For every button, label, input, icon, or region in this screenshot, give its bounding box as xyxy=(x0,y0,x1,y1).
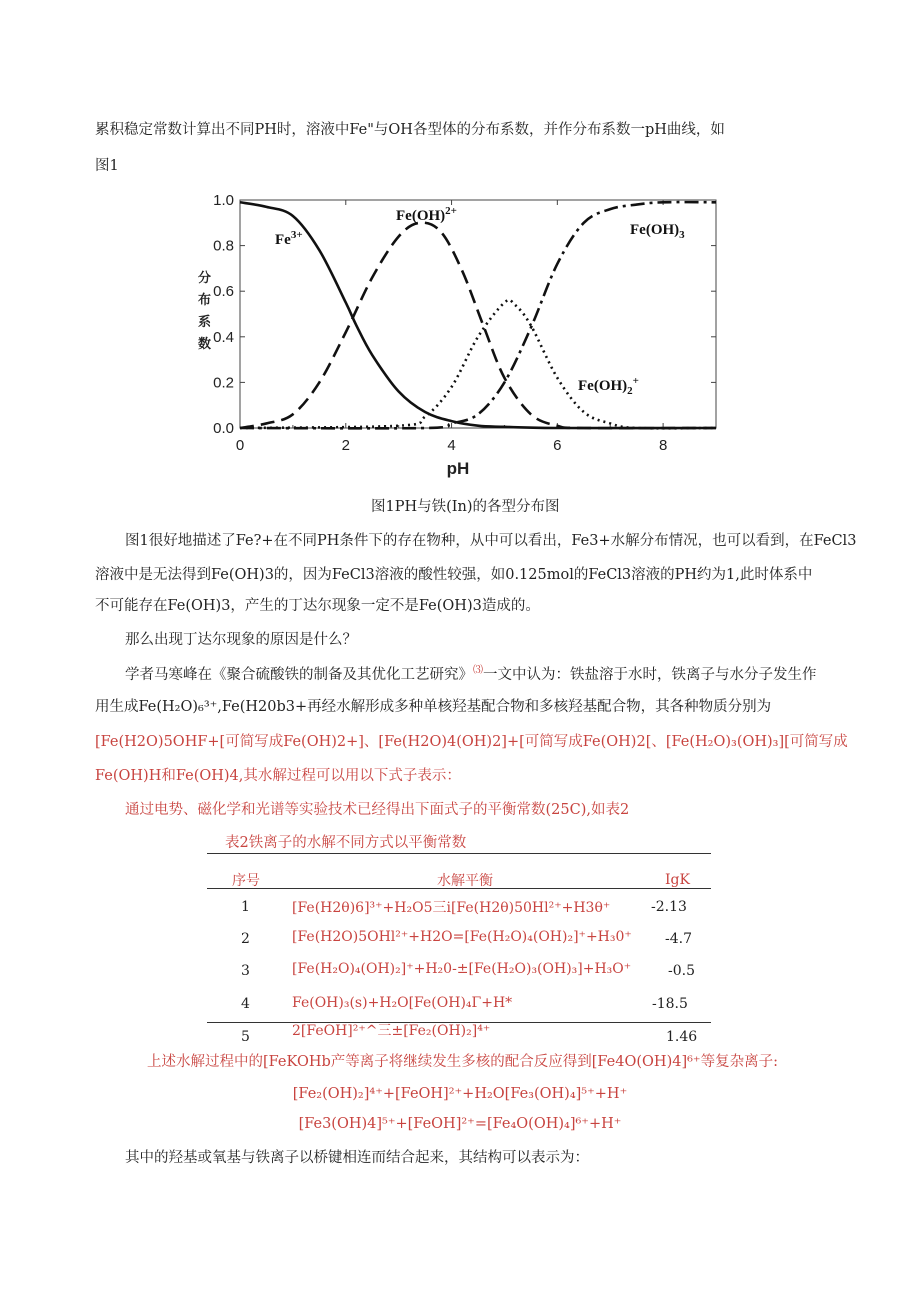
para2: 那么出现丁达尔现象的原因是什么？ xyxy=(125,632,357,648)
table-title: 表2铁离子的水解不同方式以平衡常数 xyxy=(225,835,467,851)
series-label: $Fe(OH)_3$ xyxy=(630,222,685,241)
series-line-dotted xyxy=(240,300,716,428)
row-lgk: -0.5 xyxy=(668,963,695,979)
y-axis-label-char: 布 xyxy=(198,293,212,308)
intro-line-2: 图1 xyxy=(95,158,119,174)
row-no: 2 xyxy=(241,931,250,947)
reference-mark: ⑶ xyxy=(473,665,483,676)
series-label: $Fe^{3+}$ xyxy=(275,229,303,248)
y-axis-label-char: 数 xyxy=(198,337,212,352)
para1-line-1: 图1很好地描述了Fe?+在不同PH条件下的存在物种，从中可以看出，Fe3+水解分布情况，也可以看到，在FeCl3 xyxy=(125,533,857,549)
y-axis-label-char: 系 xyxy=(198,315,212,330)
x-axis-label: pH xyxy=(446,459,470,478)
x-tick-label: 2 xyxy=(341,437,350,454)
y-tick-label: 0.4 xyxy=(213,328,234,346)
row-lgk: -4.7 xyxy=(665,931,692,947)
para3-text-b: 一文中认为：铁盐溶于水时，铁离子与水分子发生作 xyxy=(483,666,817,683)
figure-caption: 图1PH与铁(In)的各型分布图 xyxy=(371,499,560,515)
row-no: 1 xyxy=(241,899,250,915)
para3-line-4: Fe(OH)H和Fe(OH)4,其水解过程可以用以下式子表示： xyxy=(95,768,461,784)
row-no: 4 xyxy=(241,996,250,1012)
row-equation: 2[FeOH]²⁺^三±[Fe₂(OH)₂]⁴⁺ xyxy=(292,1023,491,1039)
y-tick-label: 0.2 xyxy=(213,374,234,392)
series-line-dashed xyxy=(240,223,716,429)
intro-line-1: 累积稳定常数计算出不同PH时，溶液中Fe"与OH各型体的分布系数，并作分布系数一pH曲线，如 xyxy=(95,122,725,138)
distribution-chart xyxy=(198,188,728,488)
y-tick-label: 0.0 xyxy=(213,420,234,437)
series-label: $Fe(OH)_2^+$ xyxy=(578,375,639,397)
row-equation: Fe(OH)₃(s)+H₂O[Fe(OH)₄Γ+H* xyxy=(292,995,513,1011)
para5: 上述水解过程中的[FeKOHb产等离子将继续发生多核的配合反应得到[Fe4O(OH)4]⁶⁺等复杂离子: xyxy=(147,1054,778,1070)
y-tick-label: 1.0 xyxy=(213,192,234,209)
row-equation: [Fe(H2O)5OHl²⁺+H2O=[Fe(H₂O)₄(OH)₂]⁺+H₃0⁺ xyxy=(292,929,632,945)
para3-text-a: 学者马寒峰在《聚合硫酸铁的制备及其优化工艺研究》 xyxy=(125,666,473,683)
para1-line-3: 不可能存在Fe(OH)3，产生的丁达尔现象一定不是Fe(OH)3造成的。 xyxy=(95,598,540,614)
para3-line-2: 用生成Fe(H₂O)₆³⁺,Fe(H20b3+再经水解形成多种单核羟基配合物和多核羟基配合物，其各种物质分别为 xyxy=(95,699,772,715)
series-label: Fe(OH)$^{2+}$ xyxy=(396,205,457,224)
row-lgk: -18.5 xyxy=(652,996,688,1012)
row-equation: [Fe(H2θ)6]³⁺+H₂O5三i[Fe(H2θ)50Hl²⁺+H3θ⁺ xyxy=(292,900,611,916)
x-tick-label: 4 xyxy=(447,437,456,454)
y-axis-label-char: 分 xyxy=(198,271,212,286)
para3-line-1 xyxy=(125,666,817,682)
equation-1: [Fe₂(OH)₂]⁴⁺+[FeOH]²⁺+H₂O[Fe₃(OH)₄]⁵⁺+H⁺ xyxy=(292,1086,628,1102)
table-header-no: 序号 xyxy=(232,873,260,889)
para3-line-3: [Fe(H2O)5OHF+[可简写成Fe(OH)2+]、[Fe(H2O)4(OH)2]+[可简写成Fe(OH)2[、[Fe(H₂O)₃(OH)₃][可简写成 xyxy=(95,734,848,750)
row-lgk: 1.46 xyxy=(666,1029,698,1045)
row-no: 5 xyxy=(241,1029,250,1045)
table-header-rule xyxy=(207,888,711,889)
para1-line-2: 溶液中是无法得到Fe(OH)3的，因为FeCl3溶液的酸性较强，如0.125mol的FeCl3溶液的PH约为1,此时体系中 xyxy=(95,567,813,583)
x-tick-label: 0 xyxy=(235,437,245,454)
table-header-eq: 水解平衡 xyxy=(437,873,493,889)
y-tick-label: 0.8 xyxy=(213,237,234,255)
equation-2: [Fe3(OH)4]⁵⁺+[FeOH]²⁺=[Fe₄O(OH)₄]⁶⁺+H⁺ xyxy=(298,1116,622,1132)
x-tick-label: 8 xyxy=(658,437,668,454)
table-top-rule xyxy=(207,853,711,854)
para6: 其中的羟基或氧基与铁离子以桥键相连而结合起来，其结构可以表示为： xyxy=(125,1150,589,1166)
para4: 通过电势、磁化学和光谱等实验技术已经得出下面式子的平衡常数(25C),如表2 xyxy=(125,802,630,818)
y-tick-label: 0.6 xyxy=(213,283,234,301)
row-lgk: -2.13 xyxy=(651,899,687,915)
table-header-lgk: IgK xyxy=(665,872,690,888)
row-no: 3 xyxy=(241,963,250,979)
x-tick-label: 6 xyxy=(553,437,562,454)
row-equation: [Fe(H₂O)₄(OH)₂]⁺+H₂0-±[Fe(H₂O)₃(OH)₃]+H₃O⁺ xyxy=(292,961,632,977)
